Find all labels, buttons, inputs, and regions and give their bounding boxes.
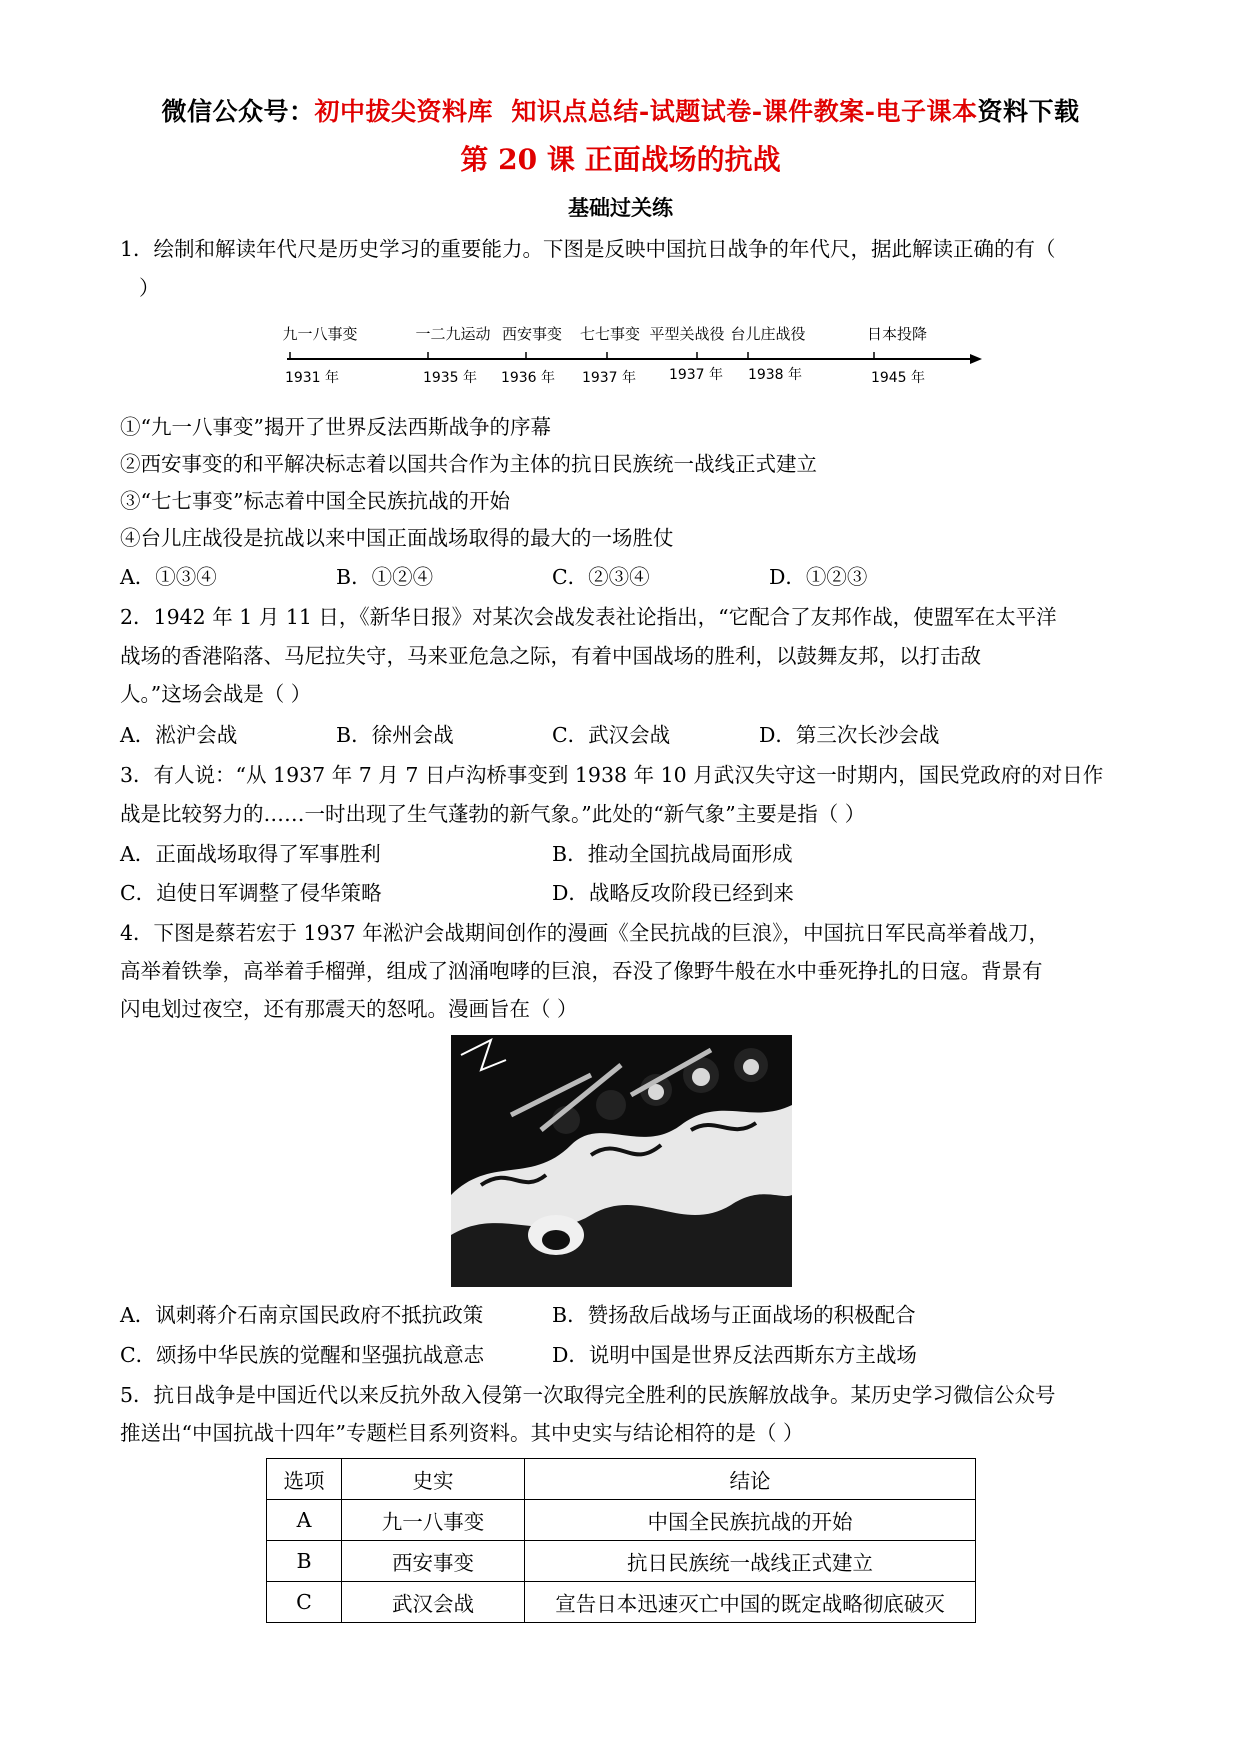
q2-stem-line1: 2．1942 年 1 月 11 日，《新华日报》对某次会战发表社论指出，“它配合了友邦作战，使盟军在太平洋 [120, 605, 1057, 629]
q4-stem-line2: 高举着铁拳，高举着手榴弹，组成了汹涌咆哮的巨浪，吞没了像野牛般在水中垂死挣扎的日寇。背景有 [120, 959, 1043, 983]
q1-option-d[interactable]: D．①②③ [769, 565, 868, 589]
q4-stem-line1: 4．下图是蔡若宏于 1937 年淞沪会战期间创作的漫画《全民抗战的巨浪》，中国抗日军民高举着战刀， [120, 921, 1049, 945]
q2-option-c[interactable]: C．武汉会战 [552, 723, 671, 747]
q3-stem-line2: 战是比较努力的……一时出现了生气蓬勃的新气象。”此处的“新气象”主要是指（ ） [120, 802, 866, 826]
q5-stem-line2: 推送出“中国抗战十四年”专题栏目系列资料。其中史实与结论相符的是（ ） [120, 1421, 804, 1445]
table-row [267, 1500, 976, 1541]
timeline-arrow-icon [970, 354, 982, 364]
header-suffix: 资料下载 [977, 97, 1080, 126]
timeline-year: 1935 年 [422, 370, 478, 386]
q1-timeline [270, 316, 990, 391]
timeline-ticks [290, 352, 874, 359]
lesson-title: 第 20 课 正面战场的抗战 [460, 143, 781, 176]
header-banner [0, 92, 1241, 128]
q4-option-a[interactable]: A．讽刺蒋介石南京国民政府不抵抗政策 [120, 1303, 484, 1327]
timeline-year: 1931 年 [284, 370, 340, 386]
q1-statement-3: ③“七七事变”标志着中国全民族抗战的开始 [120, 489, 510, 513]
q1-option-a[interactable]: A．①③④ [120, 565, 217, 589]
table-cell: 抗日民族统一战线正式建立 [525, 1541, 976, 1582]
table-header-row [267, 1459, 976, 1500]
q4-cartoon-image [451, 1035, 792, 1287]
q3-stem-line1: 3．有人说：“从 1937 年 7 月 7 日卢沟桥事变到 1938 年 10 月武汉失守这一时期内，国民党政府的对日作 [120, 763, 1104, 787]
q5-stem-line1: 5．抗日战争是中国近代以来反抗外敌入侵第一次取得完全胜利的民族解放战争。某历史学习微信公众号 [120, 1383, 1056, 1407]
q4-option-b[interactable]: B．赞扬敌后战场与正面战场的积极配合 [552, 1303, 916, 1327]
q3-option-c[interactable]: C．迫使日军调整了侵华策略 [120, 881, 382, 905]
table-cell: A [267, 1500, 342, 1541]
q3-option-b[interactable]: B．推动全国抗战局面形成 [552, 842, 793, 866]
q4-stem-line3: 闪电划过夜空，还有那震天的怒吼。漫画旨在（ ） [120, 997, 578, 1021]
q2-stem-line2: 战场的香港陷落、马尼拉失守，马来亚危急之际，有着中国战场的胜利，以鼓舞友邦，以打击敌 [120, 644, 981, 668]
q2-option-d[interactable]: D．第三次长沙会战 [759, 723, 940, 747]
timeline-year: 1945 年 [870, 370, 926, 386]
header-prefix: 微信公众号： [161, 97, 315, 126]
q1-statement-2: ②西安事变的和平解决标志着以国共合作为主体的抗日民族统一战线正式建立 [120, 452, 817, 476]
table-row [267, 1582, 976, 1623]
timeline-event: 台儿庄战役 [730, 325, 806, 343]
section-title: 基础过关练 [568, 195, 673, 220]
timeline-event: 日本投降 [866, 325, 928, 343]
table-cell: C [267, 1582, 342, 1623]
q1-option-c[interactable]: C．②③④ [552, 565, 650, 589]
q5-table [266, 1458, 976, 1623]
q1-statement-1: ①“九一八事变”揭开了世界反法西斯战争的序幕 [120, 415, 551, 439]
table-cell: 武汉会战 [342, 1582, 525, 1623]
q1-stem-line1: 1．绘制和解读年代尺是历史学习的重要能力。下图是反映中国抗日战争的年代尺，据此解读正确的有（ [120, 237, 1056, 261]
timeline-event: 七七事变 [579, 325, 641, 343]
timeline-event: 一二九运动 [415, 325, 491, 343]
timeline-year: 1936 年 [500, 370, 556, 386]
timeline-year: 1937 年 [668, 367, 724, 383]
header-slogan: 知识点总结-试题试卷-课件教案-电子课本 [511, 97, 978, 126]
table-header-cell: 选项 [267, 1459, 342, 1500]
timeline-event: 西安事变 [501, 325, 563, 343]
q3-option-a[interactable]: A．正面战场取得了军事胜利 [120, 842, 381, 866]
table-header-cell: 结论 [525, 1459, 976, 1500]
timeline-year: 1937 年 [581, 370, 637, 386]
timeline-event: 九一八事变 [282, 325, 358, 343]
timeline-event: 平型关战役 [649, 325, 725, 343]
header-account: 初中拔尖资料库 [314, 97, 493, 126]
q1-stem-line2: ） [139, 276, 160, 300]
table-cell: 九一八事变 [342, 1500, 525, 1541]
q2-stem-line3: 人。”这场会战是（ ） [120, 682, 312, 706]
timeline-year: 1938 年 [747, 367, 803, 383]
q1-option-b[interactable]: B．①②④ [336, 565, 434, 589]
table-cell: 宣告日本迅速灭亡中国的既定战略彻底破灭 [525, 1582, 976, 1623]
q2-option-a[interactable]: A．淞沪会战 [120, 723, 238, 747]
q4-option-c[interactable]: C．颂扬中华民族的觉醒和坚强抗战意志 [120, 1343, 485, 1367]
q4-option-d[interactable]: D．说明中国是世界反法西斯东方主战场 [552, 1343, 917, 1367]
table-cell: 西安事变 [342, 1541, 525, 1582]
q2-option-b[interactable]: B．徐州会战 [336, 723, 454, 747]
table-header-cell: 史实 [342, 1459, 525, 1500]
table-cell: 中国全民族抗战的开始 [525, 1500, 976, 1541]
q1-statement-4: ④台儿庄战役是抗战以来中国正面战场取得的最大的一场胜仗 [120, 526, 674, 550]
q3-option-d[interactable]: D．战略反攻阶段已经到来 [552, 881, 794, 905]
table-cell: B [267, 1541, 342, 1582]
table-row [267, 1541, 976, 1582]
